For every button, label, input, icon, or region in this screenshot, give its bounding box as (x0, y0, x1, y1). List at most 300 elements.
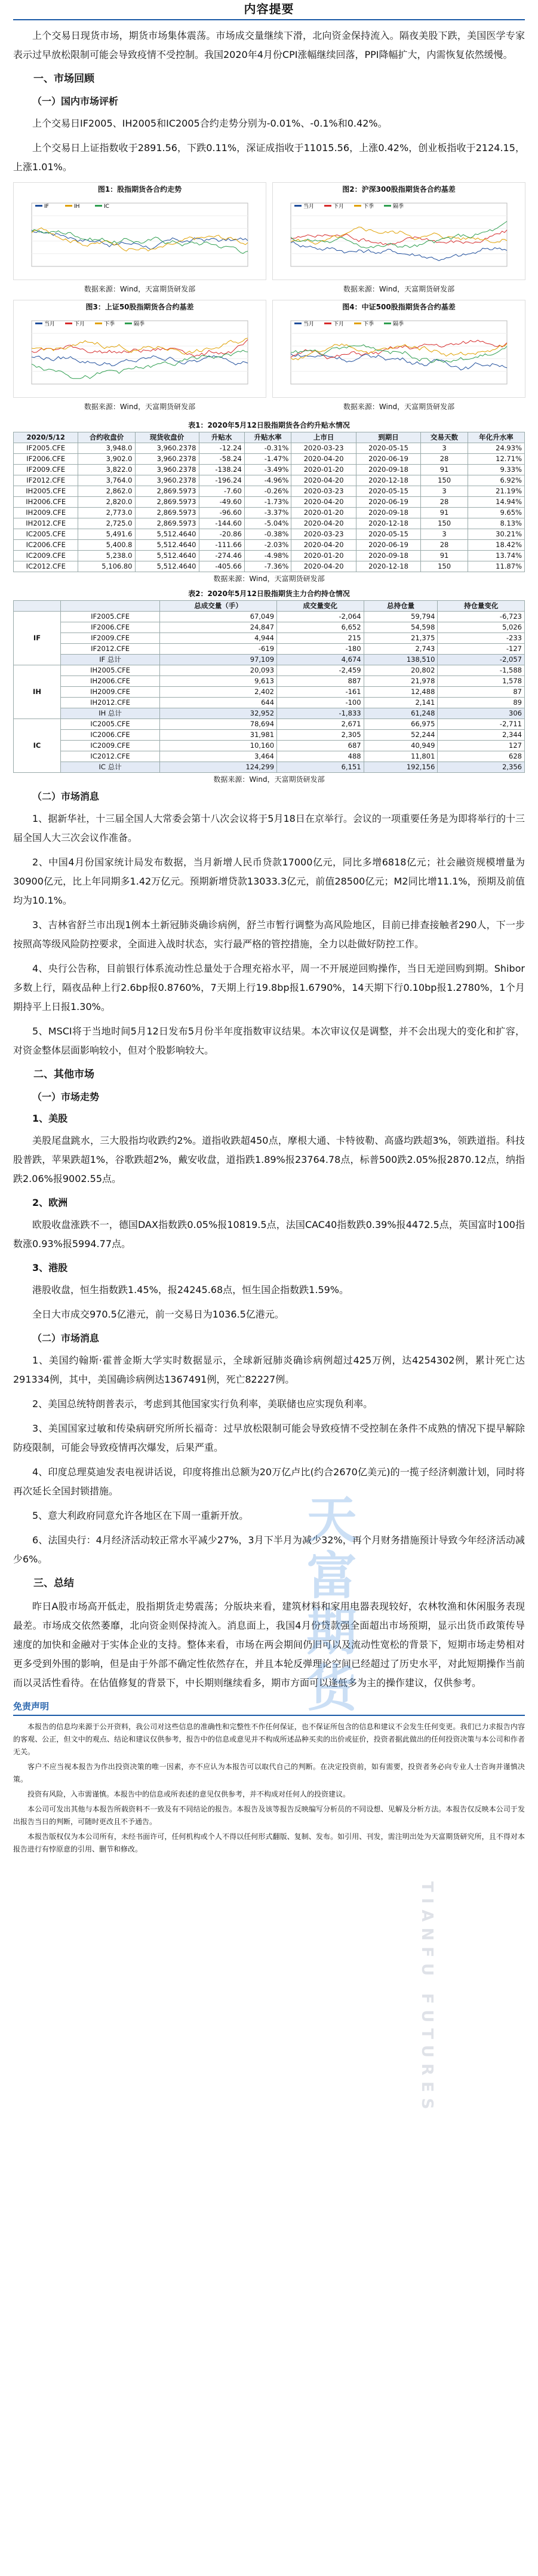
table-cell: 6,151 (277, 762, 364, 773)
table-cell: 2,869.5973 (135, 497, 199, 508)
report-header (13, 0, 525, 20)
europe-title: 2、欧洲 (32, 1197, 68, 1208)
legend-swatch (324, 205, 331, 207)
chart-source: 数据来源：Wind，天富期货研发部 (84, 285, 196, 293)
watermark-logo: 天富期货 (299, 1493, 357, 1718)
table-cell: -2,057 (438, 655, 525, 665)
table-row (14, 644, 525, 655)
table-row (14, 762, 525, 773)
table2-source: 数据来源：Wind，天富期货研发部 (213, 775, 325, 784)
global-news-paragraph: 6、法国央行：4月经济活动较正常水平减少27%，3月下半月为减少32%，再个月财务措施预计导致今年经济活动减少6%。 (13, 1534, 525, 1565)
table-cell: 2020-09-18 (356, 551, 420, 561)
table-header-cell: 年化升水率 (468, 432, 524, 443)
table-cell: 2020-04-20 (291, 497, 356, 508)
table-cell: 150 (421, 475, 468, 486)
series-line (291, 222, 507, 248)
table-row (14, 698, 525, 708)
table-cell: 28 (421, 454, 468, 465)
table-cell: 59,794 (364, 612, 438, 622)
table-row (14, 508, 525, 518)
table-cell: 488 (277, 751, 364, 762)
table-cell: IF2006.CFE (61, 622, 160, 633)
table-cell: 124,299 (160, 762, 277, 773)
legend-label: 当月 (44, 321, 56, 327)
table-cell: -12.24 (199, 443, 244, 454)
table-cell: 52,244 (364, 730, 438, 741)
group-label: IC (14, 719, 61, 773)
section-title-summary: 三、总结 (33, 1577, 74, 1589)
table-cell: 78,694 (160, 719, 277, 730)
table-cell: -144.60 (199, 518, 244, 529)
table-cell: 2020-09-18 (356, 465, 420, 475)
table-cell: 2,773.0 (78, 508, 135, 518)
legend-label: 下季 (363, 204, 374, 210)
us-stock-title: 1、美股 (32, 1113, 68, 1124)
chart-source: 数据来源：Wind，天富期货研发部 (84, 403, 196, 411)
table-cell: IH2006.CFE (14, 497, 78, 508)
legend-label: 当月 (303, 204, 315, 210)
table-cell: 2,862.0 (78, 486, 135, 497)
hk-paragraph: 全日大市成交970.5亿港元，前一交易日为1036.5亿港元。 (32, 1309, 284, 1320)
chart-sz50-basis (13, 300, 266, 398)
plot-frame (32, 203, 248, 266)
table-cell: -233 (438, 633, 525, 644)
table-cell: 3,764.0 (78, 475, 135, 486)
table-cell: 2,725.0 (78, 518, 135, 529)
legend-swatch (95, 205, 102, 207)
table-cell: 66,975 (364, 719, 438, 730)
table-header-cell: 现货收盘价 (135, 432, 199, 443)
table-row (14, 719, 525, 730)
table-cell: 2,305 (277, 730, 364, 741)
legend-label: 隔季 (393, 204, 404, 210)
table-row (14, 665, 525, 676)
table-row (14, 687, 525, 698)
table-cell: IH2012.CFE (14, 518, 78, 529)
table-cell: 2020-01-20 (291, 551, 356, 561)
disclaimer-paragraph: 本公司可发出其他与本报告所载资料不一致及有不同结论的报告。本报告及该等报告反映编写分析员的不同设想、见解及分析方法。本报告仅反映本公司于发出报告当日的判断，可随时更改且不予通告。 (13, 1805, 525, 1826)
table1-source: 数据来源：Wind，天富期货研发部 (213, 575, 325, 583)
table-cell: 3,822.0 (78, 465, 135, 475)
table-cell: 3,960.2378 (135, 465, 199, 475)
news-paragraph: 1、据新华社，十三届全国人大常委会第十八次会议将于5月18日在京举行。会议的一项重要任务是为即将举行的十三届全国人大三次会议作准备。 (13, 813, 525, 843)
table-cell: 5,512.4640 (135, 561, 199, 572)
table-cell: -405.66 (199, 561, 244, 572)
disclaimer-divider (13, 1715, 525, 1716)
table-cell: 2020-03-23 (291, 529, 356, 540)
table-cell: 2020-03-23 (291, 443, 356, 454)
table-row (14, 475, 525, 486)
legend-swatch (65, 323, 72, 324)
legend-label: IH (74, 204, 80, 210)
table-row (14, 622, 525, 633)
table-header-cell: 上市日 (291, 432, 356, 443)
table-cell: 87 (438, 687, 525, 698)
table-cell: -180 (277, 644, 364, 655)
table-cell: IH2005.CFE (61, 665, 160, 676)
table-cell: 40,949 (364, 741, 438, 751)
table-body (14, 612, 525, 773)
table-cell: IH2009.CFE (61, 687, 160, 698)
chart-svg (273, 312, 525, 397)
news-paragraph: 4、央行公告称，目前银行体系流动性总量处于合理充裕水平，周一不开展逆回购操作，当日无逆回购到期。Shibor多数上行，隔夜品种上行2.6bp报0.8760%，7天期上行19.8bp报1.6790%，14天期下行0.10bp报1.2780%，1个月期持平上日报1.30%。 (13, 963, 525, 1012)
table-cell: 150 (421, 561, 468, 572)
table-row (14, 454, 525, 465)
table-cell: IF2005.CFE (14, 443, 78, 454)
table-cell: -4.98% (244, 551, 291, 561)
table-cell: -1.47% (244, 454, 291, 465)
table-row (14, 465, 525, 475)
legend-swatch (354, 323, 361, 324)
table-cell: 12.71% (468, 454, 524, 465)
table-cell: IC2009.CFE (14, 551, 78, 561)
table-cell: IC2012.CFE (14, 561, 78, 572)
table-cell: -196.24 (199, 475, 244, 486)
table-cell: 2020-04-20 (291, 561, 356, 572)
global-news-paragraph: 5、意大利政府同意允许各地区在下周一重新开放。 (32, 1510, 249, 1521)
legend-label: 下季 (363, 321, 374, 327)
legend-label: 下月 (333, 204, 345, 210)
table-cell: 192,156 (364, 762, 438, 773)
table-cell: 11.87% (468, 561, 524, 572)
table-cell: 5,512.4640 (135, 540, 199, 551)
table-cell: 5,106.80 (78, 561, 135, 572)
table-cell: 2,869.5973 (135, 508, 199, 518)
disclaimer-paragraph: 投资有风险，入市需谨慎。本报告中的信息或所表述的意见仅供参考，并不构成对任何人的投资建议。 (27, 1790, 351, 1798)
table-cell: -2,459 (277, 665, 364, 676)
table-header-cell: 2020/5/12 (14, 432, 78, 443)
table-row (14, 540, 525, 551)
table-cell: 5,400.8 (78, 540, 135, 551)
table-cell: 24,847 (160, 622, 277, 633)
table-cell: IF 总计 (61, 655, 160, 665)
table-cell: 2020-06-19 (356, 497, 420, 508)
table-cell: 12,488 (364, 687, 438, 698)
table-row (14, 443, 525, 454)
table-cell: 97,109 (160, 655, 277, 665)
table-cell: 2,141 (364, 698, 438, 708)
subsection-title-trend: （一）市场走势 (32, 1091, 100, 1103)
table-cell: IC2012.CFE (61, 751, 160, 762)
table-cell: IH2006.CFE (61, 676, 160, 687)
table-header-cell: 升贴水 (199, 432, 244, 443)
table-cell: 2020-04-20 (291, 475, 356, 486)
legend-label: IC (104, 204, 109, 210)
global-news-paragraph: 1、美国约翰斯·霍普金斯大学实时数据显示，全球新冠肺炎确诊病例超过425万例，达4254302例，累计死亡达291334例，其中，美国确诊病例达1367491例，死亡82227例。 (13, 1355, 525, 1385)
legend-label: 下月 (333, 321, 345, 327)
table-cell: 6.92% (468, 475, 524, 486)
table-cell: 2020-05-15 (356, 529, 420, 540)
table-cell: -4.96% (244, 475, 291, 486)
group-label: IH (14, 665, 61, 719)
table-cell: 2020-09-18 (356, 508, 420, 518)
summary-paragraph: 上个交易日现货市场，期货市场集体震荡。市场成交量继续下滑，北向资金保持流入。隔夜美股下跌，美国医学专家表示过早放松限制可能会导致疫情不受控制。我国2020年4月份CPI涨幅继续回落，PPI降幅扩大，内需恢复依然缓慢。 (13, 30, 525, 60)
subsection-title-news: （二）市场消息 (32, 791, 100, 802)
table1-title: 表1：2020年5月12日股指期货各合约升贴水情况 (188, 421, 350, 429)
section-title-market-review: 一、市场回顾 (33, 73, 94, 85)
legend-swatch (294, 323, 302, 324)
table-cell: -49.60 (199, 497, 244, 508)
table-cell: 2,356 (438, 762, 525, 773)
legend-swatch (65, 205, 72, 207)
table-header-cell: 总成交量（手） (160, 601, 277, 612)
table-header-cell: 到期日 (356, 432, 420, 443)
table-cell: IH2009.CFE (14, 508, 78, 518)
legend-label: 下月 (74, 321, 85, 327)
table-cell: 4,674 (277, 655, 364, 665)
table-header-cell: 升贴水率 (244, 432, 291, 443)
table-cell: 20,802 (364, 665, 438, 676)
table-cell: IC2006.CFE (61, 730, 160, 741)
table-cell: 5,026 (438, 622, 525, 633)
table-row (14, 561, 525, 572)
table-cell: -138.24 (199, 465, 244, 475)
table-row (14, 751, 525, 762)
position-table (13, 600, 525, 773)
table-cell: 2020-04-20 (291, 454, 356, 465)
table-cell: 628 (438, 751, 525, 762)
table-header-cell: 合约收盘价 (78, 432, 135, 443)
domestic-paragraph: 上个交易日上证指数收于2891.56，下跌0.11%，深证成指收于11015.56，上涨0.42%，创业板指收于2124.15，上涨1.01%。 (13, 142, 525, 173)
table-cell: 91 (421, 551, 468, 561)
table-cell: -100 (277, 698, 364, 708)
table-cell: -3.49% (244, 465, 291, 475)
table-cell: 9.65% (468, 508, 524, 518)
table-cell: 3 (421, 486, 468, 497)
table-cell: 10,160 (160, 741, 277, 751)
table-cell: 6,652 (277, 622, 364, 633)
table-cell: -127 (438, 644, 525, 655)
us-stock-paragraph: 美股尾盘跳水，三大股指均收跌约2%。道指收跌超450点，摩根大通、卡特彼勒、高盛均跌超3%，领跌道指。科技股普跌，苹果跌超1%，谷歌跌超2%，戴安收盘，道指跌1.89%报23764.78点，标普500跌2.05%报2870.12点，纳指跌2.06%报9002.55点。 (13, 1135, 525, 1184)
table-cell: 67,049 (160, 612, 277, 622)
subsection-title-global-news: （二）市场消息 (32, 1332, 100, 1344)
table-cell: -1,833 (277, 708, 364, 719)
table-cell: IC2006.CFE (14, 540, 78, 551)
table-cell: 13.74% (468, 551, 524, 561)
table-cell: 3 (421, 443, 468, 454)
table-body (14, 443, 525, 572)
table-cell: 3,960.2378 (135, 443, 199, 454)
watermark-text: TIANFU FUTURES (418, 1881, 436, 2116)
table-row (14, 730, 525, 741)
table-cell: 2020-05-15 (356, 486, 420, 497)
table-cell: -1,588 (438, 665, 525, 676)
table-cell: -2,064 (277, 612, 364, 622)
global-news-paragraph: 3、美国国家过敏和传染病研究所所长福奇：过早放松限制可能会导致疫情不受控制在条件不成熟的情况下提早解除防疫限制，可能会导致疫情再次爆发，后果严重。 (13, 1423, 525, 1453)
table-row (14, 529, 525, 540)
table-cell: 32,952 (160, 708, 277, 719)
table-cell: -7.60 (199, 486, 244, 497)
table-cell: 138,510 (364, 655, 438, 665)
table-cell: 2020-12-18 (356, 561, 420, 572)
table-cell: 3,960.2378 (135, 475, 199, 486)
table-cell: IF2009.CFE (14, 465, 78, 475)
table-cell: 2,820.0 (78, 497, 135, 508)
disclaimer-paragraph: 本报告的信息均来源于公开资料，我公司对这些信息的准确性和完整性不作任何保证，也不保证所包含的信息和建议不会发生任何变更。我们已力求报告内容的客观、公正，但文中的观点、结论和建议仅供参考，报告中的信息或意见并不构成所述品种买卖的出价或征价，投资者据此做出的任何投资决策与本公司和作者无关。 (13, 1723, 525, 1756)
table-cell: IH 总计 (61, 708, 160, 719)
table-header-cell: 持仓量变化 (438, 601, 525, 612)
news-paragraph: 5、MSCI将于当地时间5月12日发布5月份半年度指数审议结果。本次审议仅是调整，并不会出现大的变化和扩容，对资金整体层面影响较小，但对个股影响较大。 (13, 1026, 525, 1056)
table-cell: 2020-06-19 (356, 454, 420, 465)
table-cell: 150 (421, 518, 468, 529)
table-cell: 14.94% (468, 497, 524, 508)
series-line (32, 350, 248, 379)
series-line (32, 229, 248, 253)
chart-title: 图3：上证50股指期货各合约基差 (85, 303, 194, 311)
table-cell: 91 (421, 508, 468, 518)
basis-table (13, 432, 525, 572)
table-header-cell: 成交量变化 (277, 601, 364, 612)
chart-svg (14, 312, 266, 397)
table-cell: 9,613 (160, 676, 277, 687)
table-cell: 28 (421, 540, 468, 551)
table-cell: IH2005.CFE (14, 486, 78, 497)
table-cell: 687 (277, 741, 364, 751)
table-cell: 21,978 (364, 676, 438, 687)
table-cell: 20,093 (160, 665, 277, 676)
table-cell: -111.66 (199, 540, 244, 551)
table-cell: 28 (421, 497, 468, 508)
table-cell: 1,578 (438, 676, 525, 687)
table-cell: 2020-06-19 (356, 540, 420, 551)
table-cell: -6,723 (438, 612, 525, 622)
table-header-cell: 总持仓量 (364, 601, 438, 612)
table-cell: 2020-12-18 (356, 475, 420, 486)
table-cell: 2020-01-20 (291, 508, 356, 518)
table-cell: 89 (438, 698, 525, 708)
table-cell: IC2005.CFE (61, 719, 160, 730)
table-cell: -96.60 (199, 508, 244, 518)
disclaimer-block (13, 1700, 525, 1856)
global-news-paragraph: 4、印度总理莫迪发表电视讲话说，印度将推出总额为20万亿卢比(约合2670亿美元)的一揽子经济刺激计划，同时将再次延长全国封锁措施。 (13, 1466, 525, 1497)
table-cell: IF2009.CFE (61, 633, 160, 644)
table-cell: 21.19% (468, 486, 524, 497)
table-cell: -1.73% (244, 497, 291, 508)
summary-conclusion: 昨日A股市场高开低走，股指期货走势震荡；分版块来看，建筑材料和家用电器表现较好，农林牧渔和休闲服务表现最差。市场成交依然萎靡，北向资金则保持流入。消息面上，我国4月份贷款强全面超出市场预期，显示出货币政策传导速度的加快和金融对于实体企业的支持。整体来看，市场在两会期间仍旧可以及流动性宽松的背景下，短期市场走势相对更多受到外围的影响，但是由于外部不确定性依然存在，并且本轮反弹理论空间已经超过了历史水平，对此短期操作当前而以灵活性看待。在估值修复的背景下，中长期则继续看多，期市方面可以逢低多为主的操作建议，仅供参考。 (13, 1601, 525, 1688)
table-cell: 3,902.0 (78, 454, 135, 465)
table-cell: 8.13% (468, 518, 524, 529)
table-cell: 2020-05-15 (356, 443, 420, 454)
legend-swatch (354, 205, 361, 207)
table-cell: -2,711 (438, 719, 525, 730)
legend-swatch (125, 323, 132, 324)
report-content (0, 20, 538, 1856)
table-cell: -7.36% (244, 561, 291, 572)
legend-swatch (35, 323, 42, 324)
table-cell: -0.26% (244, 486, 291, 497)
table-cell: 31,981 (160, 730, 277, 741)
section-title-other-markets: 二、其他市场 (33, 1069, 94, 1080)
table-cell: 2,344 (438, 730, 525, 741)
table-cell: -161 (277, 687, 364, 698)
table-cell: 2,869.5973 (135, 518, 199, 529)
legend-swatch (384, 323, 391, 324)
table-cell: IF2012.CFE (14, 475, 78, 486)
table-cell: 91 (421, 465, 468, 475)
table-cell: -619 (160, 644, 277, 655)
table-cell: 5,512.4640 (135, 529, 199, 540)
report-title: 内容提要 (244, 2, 294, 16)
legend-label: 下季 (104, 321, 115, 327)
disclaimer-paragraph: 本报告版权仅为本公司所有，未经书面许可，任何机构或个人不得以任何形式翻版、复制、发布。如引用、刊发，需注明出处为天富期货研究所，且不得对本报告进行有悖原意的引用、删节和修改。 (13, 1832, 525, 1853)
table-cell: IF2012.CFE (61, 644, 160, 655)
table-cell: 887 (277, 676, 364, 687)
table-row (14, 633, 525, 644)
chart-futures-trend (13, 182, 266, 280)
table-cell: 54,598 (364, 622, 438, 633)
hk-paragraph: 港股收盘，恒生指数跌1.45%，报24245.68点，恒生国企指数跌1.59%。 (32, 1284, 349, 1295)
global-news-paragraph: 2、美国总统特朗普表示，考虑到其他国家实行负利率，美联储也应实现负利率。 (32, 1398, 373, 1410)
table-cell: 2020-03-23 (291, 486, 356, 497)
disclaimer-paragraph: 客户不应当视本报告为作出投资决策的唯一因素，亦不应认为本报告可以取代自己的判断。在决定投资前，如有需要，投资者务必向专业人士咨询并谨慎决策。 (13, 1763, 525, 1783)
disclaimer-title: 免责声明 (13, 1701, 50, 1712)
legend-swatch (95, 323, 102, 324)
table-cell: 30.21% (468, 529, 524, 540)
table-cell: 3,948.0 (78, 443, 135, 454)
table-cell: 3,960.2378 (135, 454, 199, 465)
subsection-title-domestic: （一）国内市场评析 (32, 96, 119, 107)
table-cell: -0.31% (244, 443, 291, 454)
table-cell: IF2006.CFE (14, 454, 78, 465)
news-paragraph: 3、吉林省舒兰市出现1例本土新冠肺炎确诊病例，舒兰市暂行调整为高风险地区，目前已排查接触者290人，下一步按照高等级风险防控要求，全面进入战时状态，实行最严格的管控措施，全力以赴做好防控工作。 (13, 919, 525, 950)
table-cell: IC2009.CFE (61, 741, 160, 751)
table-cell: IC 总计 (61, 762, 160, 773)
table-cell: 18.42% (468, 540, 524, 551)
chart-title: 图2：沪深300股指期货各合约基差 (342, 185, 456, 194)
hk-title: 3、港股 (32, 1262, 68, 1273)
table-cell: 5,238.0 (78, 551, 135, 561)
table-cell: 4,944 (160, 633, 277, 644)
table-cell: 9.33% (468, 465, 524, 475)
table-row (14, 741, 525, 751)
legend-swatch (35, 205, 42, 207)
table-row (14, 612, 525, 622)
table-cell: 5,491.6 (78, 529, 135, 540)
chart-source: 数据来源：Wind，天富期货研发部 (343, 403, 455, 411)
domestic-paragraph: 上个交易日IF2005、IH2005和IC2005合约走势分别为-0.01%、-0.1%和0.42%。 (32, 118, 388, 129)
table-cell: IF2005.CFE (61, 612, 160, 622)
table-cell: 3 (421, 529, 468, 540)
series-line (32, 228, 248, 251)
table-cell: 5,512.4640 (135, 551, 199, 561)
legend-label: 隔季 (393, 321, 404, 327)
table-cell: 21,375 (364, 633, 438, 644)
table-cell: 2020-04-20 (291, 518, 356, 529)
legend-label: 隔季 (134, 321, 145, 327)
legend-swatch (324, 323, 331, 324)
europe-paragraph: 欧股收盘涨跌不一，德国DAX指数跌0.05%报10819.5点，法国CAC40指数跌0.39%报4472.5点，英国富时100指数涨0.93%报5994.77点。 (13, 1219, 525, 1249)
plot-frame (291, 321, 507, 384)
chart-title: 图4：中证500股指期货各合约基差 (342, 303, 456, 311)
table-cell: -0.38% (244, 529, 291, 540)
table-cell: 215 (277, 633, 364, 644)
chart-hs300-basis (272, 182, 525, 280)
table-header-cell (61, 601, 160, 612)
table-cell: IH2012.CFE (61, 698, 160, 708)
table-cell: 2020-12-18 (356, 518, 420, 529)
legend-swatch (384, 205, 391, 207)
chart-zz500-basis (272, 300, 525, 398)
table-cell: 644 (160, 698, 277, 708)
table-cell: 2020-01-20 (291, 465, 356, 475)
table-cell: -3.37% (244, 508, 291, 518)
table-cell: 127 (438, 741, 525, 751)
table-header-cell (14, 601, 61, 612)
table-cell: -274.46 (199, 551, 244, 561)
table-row (14, 655, 525, 665)
group-label: IF (14, 612, 61, 665)
table-cell: 3,464 (160, 751, 277, 762)
